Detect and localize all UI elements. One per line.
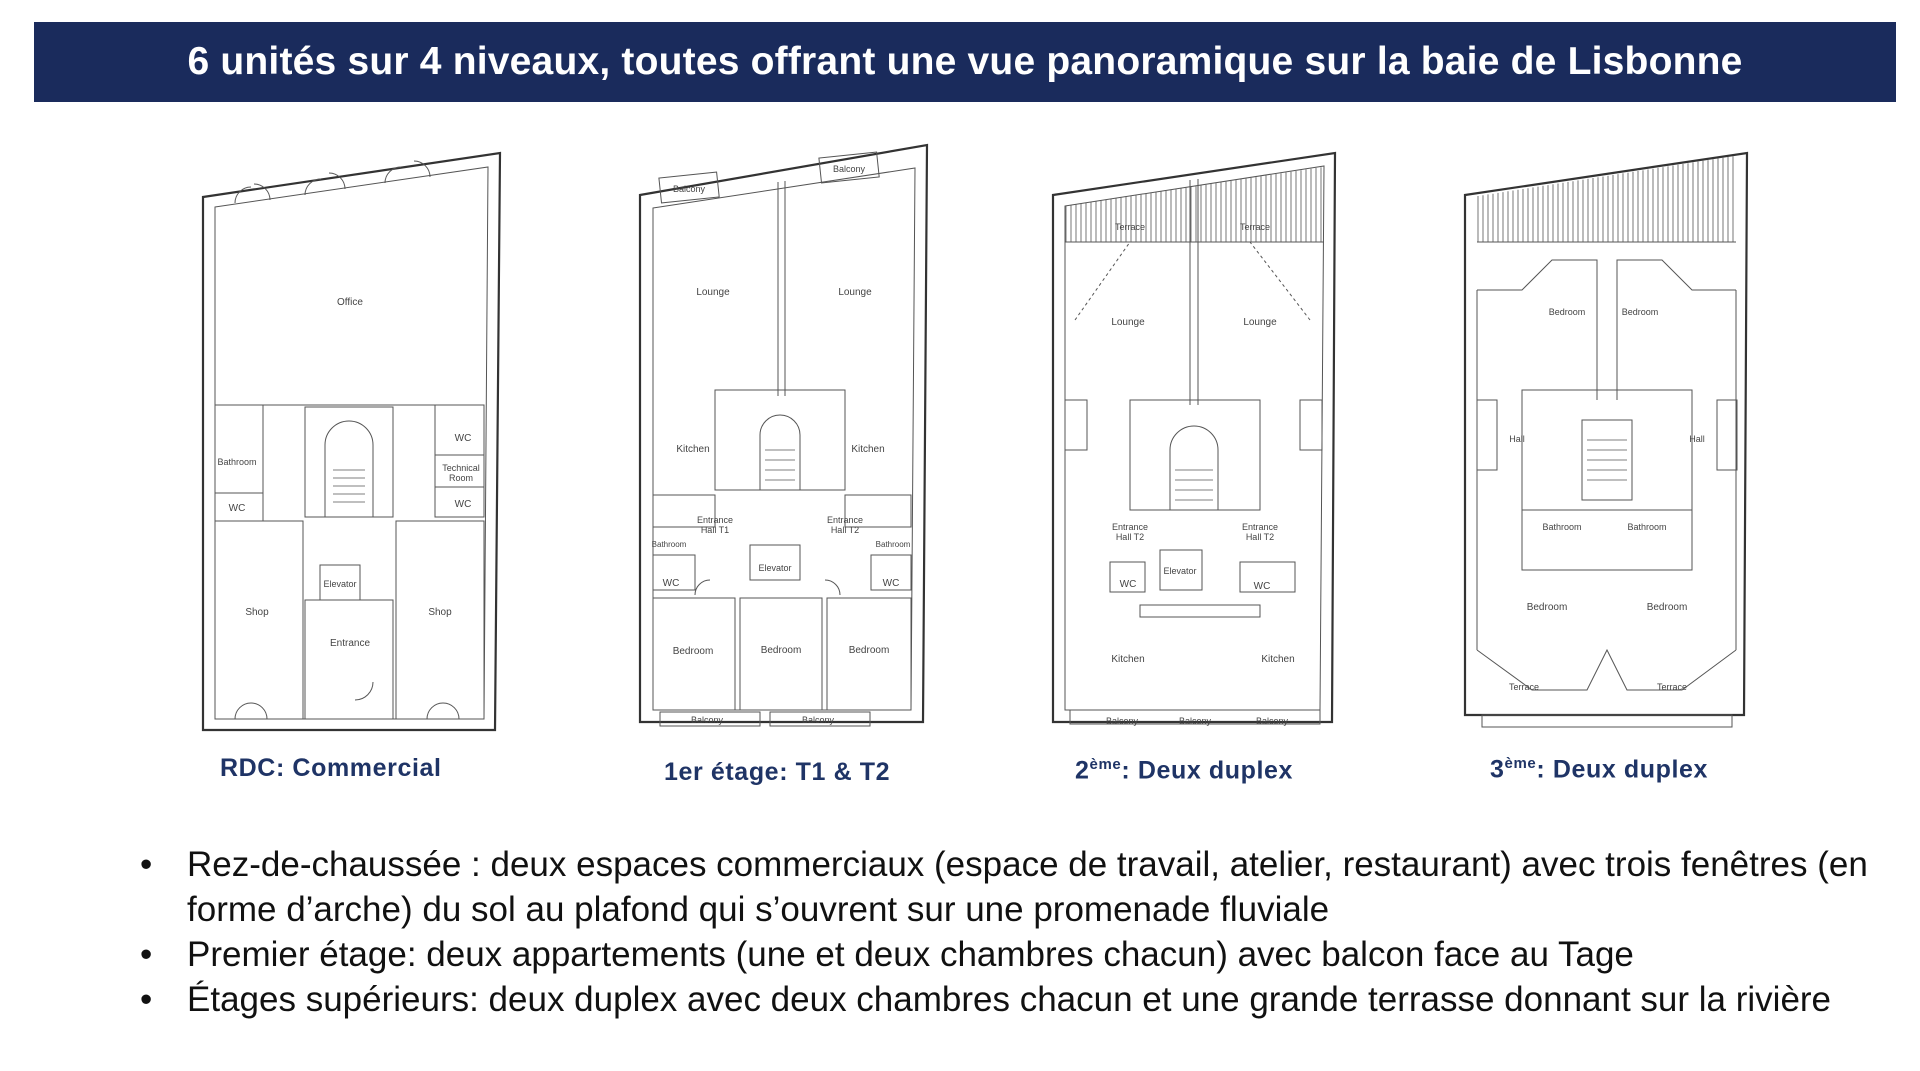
caption-superscript: ème <box>1504 755 1537 772</box>
floor-plan-1er-etage <box>635 140 935 740</box>
room-label-kitchen: Kitchen <box>851 444 885 455</box>
room-label-balcony: Balcony <box>801 715 835 725</box>
room-label-terrace: Terrace <box>1114 222 1146 232</box>
room-label-bedroom: Bedroom <box>672 646 714 657</box>
room-label-bedroom: Bedroom <box>1646 602 1688 613</box>
description-list <box>140 842 1900 1022</box>
room-label-technical-room: Technical <box>442 463 480 473</box>
room-label-hall: Hall <box>1689 434 1705 444</box>
room-label-wc: WC <box>1253 581 1271 592</box>
list-item: • Étages supérieurs: deux duplex avec deux chambres chacun et une grande terrasse donnant sur la rivière <box>140 977 1900 1022</box>
room-label-elevator: Elevator <box>758 563 792 573</box>
caption-number: 2 <box>1075 756 1090 785</box>
floor-plan-3eme <box>1462 150 1762 730</box>
room-label-entrance-hall-t1: Hall T1 <box>700 525 730 535</box>
room-label-kitchen: Kitchen <box>1261 654 1295 665</box>
caption-superscript: ème <box>1089 756 1122 773</box>
room-label-entrance-hall-t2: Entrance <box>826 515 864 525</box>
room-label-entrance-hall-t2: Entrance <box>1241 522 1279 532</box>
room-label-wc: WC <box>454 433 472 444</box>
caption-text: : Deux duplex <box>1121 756 1294 785</box>
room-label-entrance-hall-t2: Entrance <box>1111 522 1149 532</box>
caption-number: 3 <box>1490 755 1505 784</box>
room-label-kitchen: Kitchen <box>1111 654 1145 665</box>
room-label-lounge: Lounge <box>696 287 730 298</box>
room-label-shop: Shop <box>428 607 452 618</box>
room-label-office: Office <box>337 297 363 308</box>
terrace-hatching <box>1065 167 1324 242</box>
room-label-lounge: Lounge <box>1111 317 1145 328</box>
list-item: • Premier étage: deux appartements (une et deux chambres chacun) avec balcon face au Tage <box>140 932 1900 977</box>
room-label-balcony: Balcony <box>1178 716 1212 726</box>
room-label-entrance-hall-t2: Hall T2 <box>1115 532 1145 542</box>
caption-text: : Deux duplex <box>1536 755 1709 784</box>
room-label-entrance-hall-t1: Entrance <box>696 515 734 525</box>
room-label-lounge: Lounge <box>838 287 872 298</box>
room-label-lounge: Lounge <box>1243 317 1277 328</box>
room-label-entrance-hall-t2: Hall T2 <box>830 525 860 535</box>
room-label-bedroom: Bedroom <box>848 645 890 656</box>
list-item: • Rez-de-chaussée : deux espaces commerciaux (espace de travail, atelier, restaurant) avec trois fenêtres (en forme d’arche) du sol au plafond qui s’ouvrent sur une promenade fluviale <box>140 842 1900 932</box>
room-label-entrance-hall-t2: Hall T2 <box>1245 532 1275 542</box>
room-label-elevator: Elevator <box>323 579 357 589</box>
room-label-bedroom: Bedroom <box>760 645 802 656</box>
room-label-hall: Hall <box>1509 434 1525 444</box>
room-label-bedroom: Bedroom <box>1526 602 1568 613</box>
top-window-doors <box>235 161 430 203</box>
room-label-wc: WC <box>1119 579 1137 590</box>
room-label-bathroom: Bathroom <box>875 540 911 549</box>
room-label-bathroom: Bathroom <box>651 540 687 549</box>
room-label-kitchen: Kitchen <box>676 444 710 455</box>
room-label-terrace: Terrace <box>1508 682 1540 692</box>
room-label-wc: WC <box>882 578 900 589</box>
room-label-entrance: Entrance <box>329 638 371 649</box>
title-banner <box>34 22 1896 102</box>
room-label-balcony: Balcony <box>832 164 866 174</box>
room-label-bathroom: Bathroom <box>1627 522 1667 532</box>
floor-plan-rdc <box>195 145 515 745</box>
room-label-terrace: Terrace <box>1239 222 1271 232</box>
room-label-balcony: Balcony <box>690 715 724 725</box>
plan-caption-rdc: RDC: Commercial <box>220 754 442 782</box>
room-label-balcony: Balcony <box>1105 716 1139 726</box>
room-label-technical-room: Room <box>448 473 474 483</box>
plan-caption-2eme <box>1075 756 1293 785</box>
room-label-wc: WC <box>662 578 680 589</box>
room-label-elevator: Elevator <box>1163 566 1197 576</box>
room-label-wc: WC <box>228 503 246 514</box>
floor-plan-2eme <box>1050 150 1350 750</box>
room-label-balcony: Balcony <box>672 184 706 194</box>
room-label-wc: WC <box>454 499 472 510</box>
room-label-bathroom: Bathroom <box>1542 522 1582 532</box>
room-label-terrace: Terrace <box>1656 682 1688 692</box>
room-label-bedroom: Bedroom <box>1621 307 1659 317</box>
page-title: 6 unités sur 4 niveaux, toutes offrant une vue panoramique sur la baie de Lisbonne <box>187 40 1743 83</box>
plan-caption-1er-etage: 1er étage: T1 & T2 <box>664 758 891 786</box>
room-label-shop: Shop <box>245 607 269 618</box>
room-label-bathroom: Bathroom <box>217 457 257 467</box>
room-label-balcony: Balcony <box>1255 716 1289 726</box>
plan-caption-3eme <box>1490 755 1708 784</box>
room-label-bedroom: Bedroom <box>1548 307 1586 317</box>
